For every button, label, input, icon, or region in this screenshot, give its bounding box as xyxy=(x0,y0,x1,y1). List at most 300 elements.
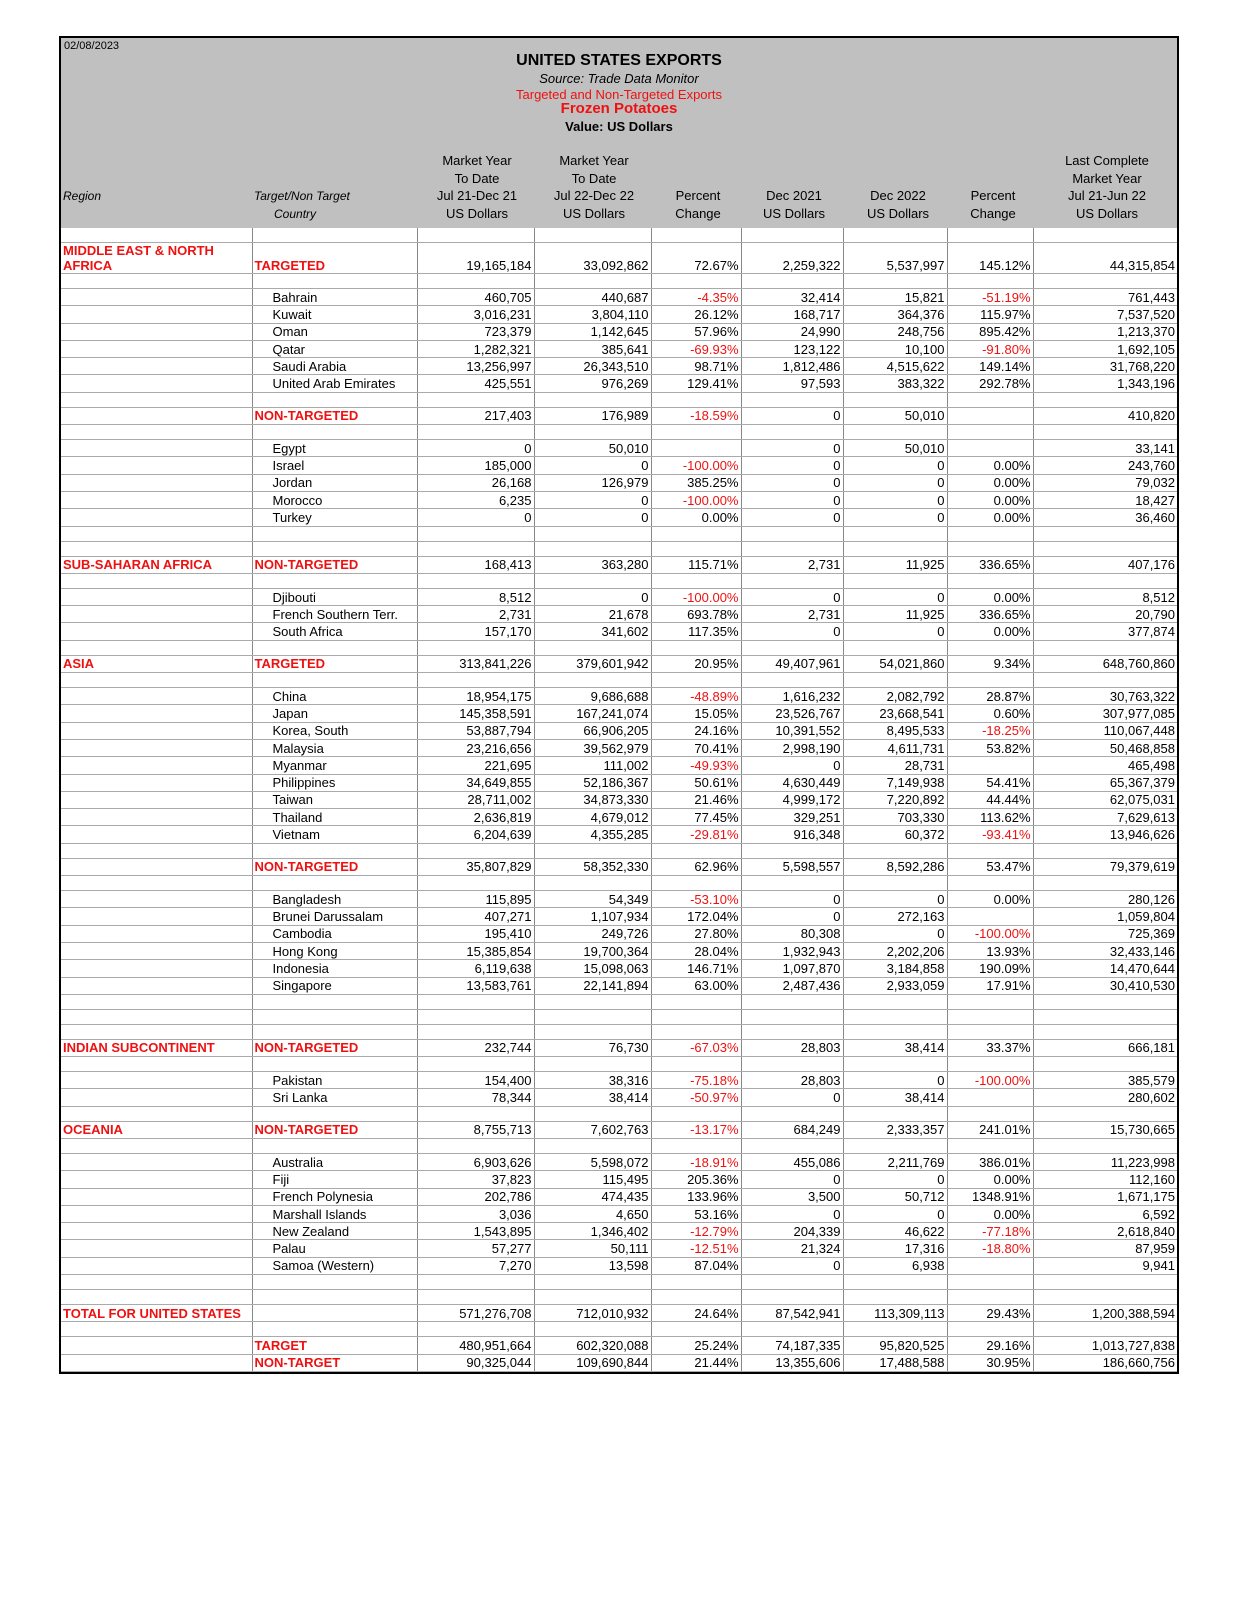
empty-cell xyxy=(1033,274,1177,289)
empty-cell xyxy=(534,274,651,289)
country-name: Vietnam xyxy=(252,826,417,843)
empty-cell xyxy=(947,876,1033,891)
value-cell: 110,067,448 xyxy=(1033,722,1177,739)
empty-cell xyxy=(741,1057,843,1072)
target-label: TARGET xyxy=(252,1337,417,1354)
empty-cell xyxy=(843,1024,947,1039)
value-cell: 6,235 xyxy=(417,491,534,508)
empty-cell xyxy=(843,228,947,243)
value-cell: 115.97% xyxy=(947,306,1033,323)
col-header-line: US Dollars xyxy=(562,205,626,221)
country-row xyxy=(61,942,1177,959)
col-header-line: To Date xyxy=(454,170,500,186)
empty-cell xyxy=(843,573,947,588)
empty-cell xyxy=(947,228,1033,243)
value-cell: -53.10% xyxy=(651,891,741,908)
empty-cell xyxy=(417,1290,534,1305)
value-cell: 117.35% xyxy=(651,623,741,640)
empty-cell xyxy=(534,228,651,243)
value-cell: 217,403 xyxy=(417,407,534,424)
value-cell: 44,315,854 xyxy=(1033,243,1177,274)
empty-cell xyxy=(741,526,843,541)
col-header-line: Percent xyxy=(970,188,1016,203)
value-cell: 571,276,708 xyxy=(417,1305,534,1322)
target-label: TARGETED xyxy=(252,243,417,274)
empty-cell xyxy=(741,425,843,440)
value-cell: 3,804,110 xyxy=(534,306,651,323)
empty-cell xyxy=(1033,1106,1177,1121)
value-cell: 5,598,557 xyxy=(741,858,843,875)
empty-cell xyxy=(947,1322,1033,1337)
empty-cell xyxy=(843,876,947,891)
region-cell xyxy=(61,809,252,826)
empty-cell xyxy=(741,1322,843,1337)
value-cell: 28,711,002 xyxy=(417,791,534,808)
empty-cell xyxy=(61,1024,252,1039)
empty-cell xyxy=(1033,673,1177,688)
country-name: Australia xyxy=(252,1153,417,1170)
value-cell: 29.43% xyxy=(947,1305,1033,1322)
country-name: Philippines xyxy=(252,774,417,791)
empty-cell xyxy=(61,640,252,655)
empty-cell xyxy=(741,392,843,407)
value-cell: 38,414 xyxy=(843,1089,947,1106)
empty-cell xyxy=(843,425,947,440)
value-cell: 0.00% xyxy=(651,509,741,526)
empty-cell xyxy=(417,228,534,243)
empty-cell xyxy=(252,843,417,858)
empty-cell xyxy=(252,1057,417,1072)
empty-cell xyxy=(843,274,947,289)
empty-cell xyxy=(843,994,947,1009)
country-name: Egypt xyxy=(252,440,417,457)
value-cell: 455,086 xyxy=(741,1153,843,1170)
value-cell: 0 xyxy=(417,509,534,526)
col-header-c4 xyxy=(743,187,845,222)
value-cell: 113,309,113 xyxy=(843,1305,947,1322)
country-name: Malaysia xyxy=(252,739,417,756)
empty-cell xyxy=(417,673,534,688)
value-cell: 6,592 xyxy=(1033,1205,1177,1222)
value-cell: 895.42% xyxy=(947,323,1033,340)
spacer-row xyxy=(61,843,1177,858)
empty-cell xyxy=(651,425,741,440)
value-cell: 21,324 xyxy=(741,1240,843,1257)
col-header-c6 xyxy=(950,187,1036,222)
value-cell: 19,165,184 xyxy=(417,243,534,274)
empty-cell xyxy=(417,640,534,655)
empty-cell xyxy=(947,994,1033,1009)
value-cell: 1,346,402 xyxy=(534,1223,651,1240)
value-cell: 363,280 xyxy=(534,556,651,573)
empty-cell xyxy=(651,1290,741,1305)
value-cell: 474,435 xyxy=(534,1188,651,1205)
value-cell: 87,959 xyxy=(1033,1240,1177,1257)
group-row xyxy=(61,243,1177,274)
value-cell: 115.71% xyxy=(651,556,741,573)
value-cell: 0 xyxy=(843,491,947,508)
region-cell xyxy=(61,925,252,942)
empty-cell xyxy=(417,843,534,858)
value-cell: 272,163 xyxy=(843,908,947,925)
empty-cell xyxy=(1033,392,1177,407)
value-cell: -75.18% xyxy=(651,1072,741,1089)
value-cell: 3,500 xyxy=(741,1188,843,1205)
col-header-line: Jul 21-Jun 22 xyxy=(1067,188,1147,203)
empty-cell xyxy=(534,640,651,655)
value-cell: 0 xyxy=(417,440,534,457)
group-row xyxy=(61,655,1177,672)
empty-cell xyxy=(947,573,1033,588)
empty-cell xyxy=(947,673,1033,688)
value-cell: 87.04% xyxy=(651,1257,741,1274)
empty-cell xyxy=(1033,228,1177,243)
empty-cell xyxy=(61,1057,252,1072)
country-name: French Southern Terr. xyxy=(252,606,417,623)
value-cell: 1,282,321 xyxy=(417,340,534,357)
country-row xyxy=(61,774,1177,791)
value-cell: 18,427 xyxy=(1033,491,1177,508)
country-row xyxy=(61,925,1177,942)
value-cell: 115,895 xyxy=(417,891,534,908)
value-cell: 0 xyxy=(741,1257,843,1274)
empty-cell xyxy=(843,1106,947,1121)
country-name: Korea, South xyxy=(252,722,417,739)
value-cell: 0 xyxy=(843,1171,947,1188)
empty-cell xyxy=(534,541,651,556)
value-cell: 14,470,644 xyxy=(1033,960,1177,977)
region-name: AFRICA xyxy=(63,258,113,273)
value-cell: 248,756 xyxy=(843,323,947,340)
value-cell: 0.60% xyxy=(947,705,1033,722)
value-cell: 336.65% xyxy=(947,606,1033,623)
value-cell: 0 xyxy=(741,908,843,925)
value-cell: 313,841,226 xyxy=(417,655,534,672)
value-cell: 50.61% xyxy=(651,774,741,791)
empty-cell xyxy=(651,1009,741,1024)
value-cell: 50,010 xyxy=(534,440,651,457)
country-row xyxy=(61,1257,1177,1274)
col-header-line: Dec 2022 xyxy=(870,188,926,203)
value-cell: 53,887,794 xyxy=(417,722,534,739)
value-cell: 65,367,379 xyxy=(1033,774,1177,791)
value-cell: 60,372 xyxy=(843,826,947,843)
value-cell: 0 xyxy=(741,757,843,774)
country-row xyxy=(61,688,1177,705)
spacer-row xyxy=(61,994,1177,1009)
value-cell: 0 xyxy=(741,407,843,424)
empty-cell xyxy=(417,1057,534,1072)
empty-cell xyxy=(651,673,741,688)
value-cell: 54,349 xyxy=(534,891,651,908)
value-cell: 725,369 xyxy=(1033,925,1177,942)
empty-cell xyxy=(741,1009,843,1024)
empty-cell xyxy=(61,1275,252,1290)
value-cell: 28,731 xyxy=(843,757,947,774)
country-name: Jordan xyxy=(252,474,417,491)
spacer-row xyxy=(61,1009,1177,1024)
value-cell: 407,176 xyxy=(1033,556,1177,573)
region-cell xyxy=(61,1305,252,1322)
value-cell: 0 xyxy=(741,891,843,908)
spacer-row xyxy=(61,541,1177,556)
country-row xyxy=(61,1223,1177,1240)
country-name: Bahrain xyxy=(252,289,417,306)
region-cell xyxy=(61,791,252,808)
country-name: Japan xyxy=(252,705,417,722)
spacer-row xyxy=(61,1322,1177,1337)
value-cell: 29.16% xyxy=(947,1337,1033,1354)
value-cell: 13,355,606 xyxy=(741,1354,843,1371)
region-cell xyxy=(61,358,252,375)
spacer-row xyxy=(61,573,1177,588)
empty-cell xyxy=(741,228,843,243)
value-cell: 1,343,196 xyxy=(1033,375,1177,392)
value-cell: 172.04% xyxy=(651,908,741,925)
region-cell xyxy=(61,243,252,274)
value-cell: 280,126 xyxy=(1033,891,1177,908)
empty-cell xyxy=(252,392,417,407)
country-row xyxy=(61,826,1177,843)
value-cell: 15,730,665 xyxy=(1033,1121,1177,1138)
empty-cell xyxy=(947,640,1033,655)
region-cell xyxy=(61,556,252,573)
value-cell: 50,010 xyxy=(843,440,947,457)
value-cell: 0 xyxy=(843,1205,947,1222)
value-cell: 26,168 xyxy=(417,474,534,491)
region-cell xyxy=(61,289,252,306)
col-header-line: Jul 21-Dec 21 xyxy=(436,188,518,203)
value-cell: 0.00% xyxy=(947,491,1033,508)
empty-cell xyxy=(417,541,534,556)
empty-cell xyxy=(417,1275,534,1290)
region-cell xyxy=(61,509,252,526)
value-cell: 0.00% xyxy=(947,623,1033,640)
empty-cell xyxy=(651,1138,741,1153)
spacer-row xyxy=(61,1290,1177,1305)
value-cell: 0 xyxy=(843,1072,947,1089)
value-cell: 1,142,645 xyxy=(534,323,651,340)
empty-cell xyxy=(61,573,252,588)
group-row xyxy=(61,1305,1177,1322)
value-cell: 3,036 xyxy=(417,1205,534,1222)
region-cell xyxy=(61,606,252,623)
value-cell: 723,379 xyxy=(417,323,534,340)
country-name: Pakistan xyxy=(252,1072,417,1089)
empty-cell xyxy=(947,1024,1033,1039)
empty-cell xyxy=(741,843,843,858)
country-name: Djibouti xyxy=(252,588,417,605)
value-cell: 52,186,367 xyxy=(534,774,651,791)
country-name: Taiwan xyxy=(252,791,417,808)
country-row xyxy=(61,960,1177,977)
empty-cell xyxy=(1033,876,1177,891)
country-name: Palau xyxy=(252,1240,417,1257)
country-name: Fiji xyxy=(252,1171,417,1188)
value-cell: 62,075,031 xyxy=(1033,791,1177,808)
empty-cell xyxy=(534,1009,651,1024)
country-name: Qatar xyxy=(252,340,417,357)
value-label: Value: US Dollars xyxy=(565,119,673,134)
empty-cell xyxy=(534,1057,651,1072)
empty-cell xyxy=(651,1322,741,1337)
value-cell: 976,269 xyxy=(534,375,651,392)
empty-cell xyxy=(252,573,417,588)
value-cell: 10,391,552 xyxy=(741,722,843,739)
country-name: Saudi Arabia xyxy=(252,358,417,375)
value-cell: 49,407,961 xyxy=(741,655,843,672)
value-cell: 8,512 xyxy=(1033,588,1177,605)
empty-cell xyxy=(1033,526,1177,541)
value-cell: 195,410 xyxy=(417,925,534,942)
value-cell: 11,925 xyxy=(843,556,947,573)
region-cell xyxy=(61,375,252,392)
region-cell xyxy=(61,1257,252,1274)
value-cell: 112,160 xyxy=(1033,1171,1177,1188)
value-cell: 7,270 xyxy=(417,1257,534,1274)
value-cell: 24.64% xyxy=(651,1305,741,1322)
region-cell xyxy=(61,1039,252,1056)
empty-cell xyxy=(651,640,741,655)
empty-cell xyxy=(252,994,417,1009)
empty-cell xyxy=(61,1009,252,1024)
empty-cell xyxy=(252,673,417,688)
empty-cell xyxy=(947,1009,1033,1024)
value-cell: 34,873,330 xyxy=(534,791,651,808)
value-cell: -69.93% xyxy=(651,340,741,357)
empty-cell xyxy=(252,1106,417,1121)
value-cell: -100.00% xyxy=(651,588,741,605)
value-cell: 28.87% xyxy=(947,688,1033,705)
country-row xyxy=(61,757,1177,774)
country-name: China xyxy=(252,688,417,705)
value-cell: 1,543,895 xyxy=(417,1223,534,1240)
country-row xyxy=(61,623,1177,640)
value-cell: 30,763,322 xyxy=(1033,688,1177,705)
col-header-line: US Dollars xyxy=(866,205,930,221)
value-cell: 186,660,756 xyxy=(1033,1354,1177,1371)
value-cell: 97,593 xyxy=(741,375,843,392)
empty-cell xyxy=(252,274,417,289)
value-cell: 50,111 xyxy=(534,1240,651,1257)
col-header-line: Jul 22-Dec 22 xyxy=(553,188,635,203)
value-cell: 79,032 xyxy=(1033,474,1177,491)
value-cell: 20.95% xyxy=(651,655,741,672)
empty-cell xyxy=(741,994,843,1009)
empty-cell xyxy=(61,876,252,891)
target-label: NON-TARGETED xyxy=(252,407,417,424)
col-header-c7 xyxy=(1037,152,1177,222)
value-cell: 4,515,622 xyxy=(843,358,947,375)
country-row xyxy=(61,509,1177,526)
exports-table-body xyxy=(61,228,1177,1371)
spacer-row xyxy=(61,640,1177,655)
empty-cell xyxy=(1033,541,1177,556)
value-cell: 19,700,364 xyxy=(534,942,651,959)
value-cell: 2,731 xyxy=(741,606,843,623)
value-cell: 129.41% xyxy=(651,375,741,392)
value-cell: 0 xyxy=(741,1089,843,1106)
value-cell: 123,122 xyxy=(741,340,843,357)
col-header-region xyxy=(63,188,101,206)
value-cell: -18.80% xyxy=(947,1240,1033,1257)
country-row xyxy=(61,1205,1177,1222)
region-cell xyxy=(61,722,252,739)
col-header-line: Percent xyxy=(675,188,721,203)
empty-cell xyxy=(947,1106,1033,1121)
value-cell: 30.95% xyxy=(947,1354,1033,1371)
target-label xyxy=(252,1305,417,1322)
region-cell xyxy=(61,1171,252,1188)
region-name: MIDDLE EAST & NORTH xyxy=(63,243,214,258)
value-cell: 410,820 xyxy=(1033,407,1177,424)
empty-cell xyxy=(1033,843,1177,858)
value-cell: 364,376 xyxy=(843,306,947,323)
country-row xyxy=(61,491,1177,508)
col-header-target xyxy=(254,188,414,223)
country-row xyxy=(61,306,1177,323)
empty-cell xyxy=(417,1024,534,1039)
value-cell: 383,322 xyxy=(843,375,947,392)
value-cell: 1,213,370 xyxy=(1033,323,1177,340)
value-cell: -4.35% xyxy=(651,289,741,306)
empty-cell xyxy=(61,1322,252,1337)
value-cell: 1,692,105 xyxy=(1033,340,1177,357)
value-cell: 0 xyxy=(843,891,947,908)
value-cell: 703,330 xyxy=(843,809,947,826)
group-row xyxy=(61,858,1177,875)
value-cell: 24.16% xyxy=(651,722,741,739)
empty-cell xyxy=(534,1275,651,1290)
value-cell: 1,671,175 xyxy=(1033,1188,1177,1205)
value-cell: 109,690,844 xyxy=(534,1354,651,1371)
group-row xyxy=(61,1354,1177,1371)
value-cell xyxy=(947,407,1033,424)
country-row xyxy=(61,739,1177,756)
value-cell: 2,333,357 xyxy=(843,1121,947,1138)
empty-cell xyxy=(651,843,741,858)
value-cell: -91.80% xyxy=(947,340,1033,357)
country-name: Samoa (Western) xyxy=(252,1257,417,1274)
value-cell: 35,807,829 xyxy=(417,858,534,875)
empty-cell xyxy=(741,541,843,556)
value-cell: 66,906,205 xyxy=(534,722,651,739)
empty-cell xyxy=(252,526,417,541)
region-cell xyxy=(61,739,252,756)
value-cell: 0.00% xyxy=(947,1205,1033,1222)
report-subtitle: Targeted and Non-Targeted Exports xyxy=(516,87,722,102)
region-cell xyxy=(61,705,252,722)
value-cell: 46,622 xyxy=(843,1223,947,1240)
empty-cell xyxy=(534,526,651,541)
col-header-line: Market Year xyxy=(1072,170,1142,186)
empty-cell xyxy=(843,526,947,541)
empty-cell xyxy=(252,1138,417,1153)
value-cell: 2,998,190 xyxy=(741,739,843,756)
empty-cell xyxy=(61,673,252,688)
value-cell: 693.78% xyxy=(651,606,741,623)
value-cell: 176,989 xyxy=(534,407,651,424)
empty-cell xyxy=(1033,994,1177,1009)
empty-cell xyxy=(947,392,1033,407)
region-cell xyxy=(61,491,252,508)
value-cell: 146.71% xyxy=(651,960,741,977)
value-cell: 0 xyxy=(843,509,947,526)
spacer-row xyxy=(61,228,1177,243)
value-cell: 34,649,855 xyxy=(417,774,534,791)
region-cell xyxy=(61,407,252,424)
value-cell: 15,385,854 xyxy=(417,942,534,959)
